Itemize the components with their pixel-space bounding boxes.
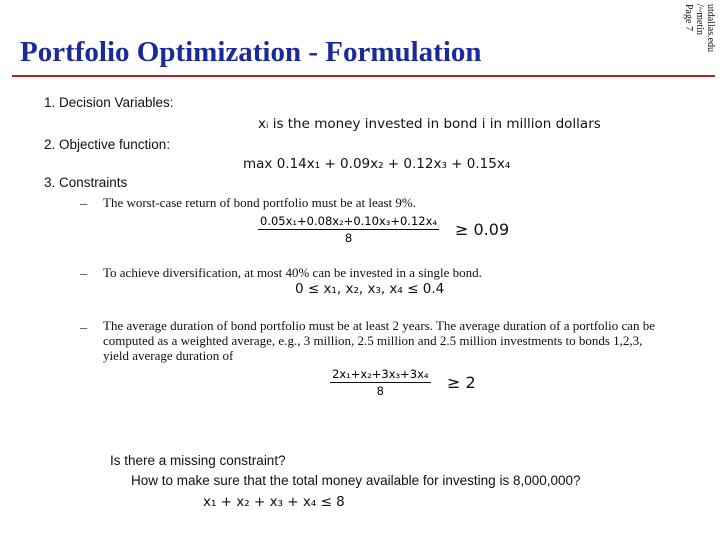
objective-heading: 2. Objective function: xyxy=(44,137,171,152)
constraint-1-fraction xyxy=(258,214,439,245)
side-label xyxy=(680,4,716,66)
constraint-1-bullet: – xyxy=(80,196,88,211)
slide-title: Portfolio Optimization - Formulation xyxy=(20,36,482,68)
constraint-3-numerator: 2x₁+x₂+3x₃+3x₄ xyxy=(332,367,429,381)
constraint-1-numerator: 0.05x₁+0.08x₂+0.10x₃+0.12x₄ xyxy=(260,214,437,228)
constraint-3-line-2: computed as a weighted average, e.g., 3 million, 2.5 million and 2.5 million investments to bonds 1,2,3, xyxy=(103,333,643,348)
side-label-path: /~metin xyxy=(694,4,705,35)
constraint-1-rhs: ≥ 0.09 xyxy=(455,220,510,239)
decision-variables-description: xᵢ is the money invested in bond i in million dollars xyxy=(258,116,601,132)
constraint-1-text: The worst-case return of bond portfolio must be at least 9%. xyxy=(103,195,416,210)
missing-constraint-expression: x₁ + x₂ + x₃ + x₄ ≤ 8 xyxy=(203,494,345,510)
constraints-heading: 3. Constraints xyxy=(44,175,128,190)
constraint-2-expression: 0 ≤ x₁, x₂, x₃, x₄ ≤ 0.4 xyxy=(295,281,445,297)
objective-expression: max 0.14x₁ + 0.09x₂ + 0.12x₃ + 0.15x₄ xyxy=(243,156,511,172)
constraint-2-text: To achieve diversification, at most 40% can be invested in a single bond. xyxy=(103,265,482,280)
constraint-2-bullet: – xyxy=(80,266,88,281)
constraint-3-denominator: 8 xyxy=(376,384,384,398)
decision-variables-heading: 1. Decision Variables: xyxy=(44,95,174,110)
constraint-3-rhs: ≥ 2 xyxy=(447,373,476,392)
side-label-domain: utdallas.edu xyxy=(705,4,716,53)
constraint-3-fraction xyxy=(330,367,431,398)
missing-constraint-prompt: How to make sure that the total money available for investing is 8,000,000? xyxy=(131,473,581,488)
missing-constraint-question: Is there a missing constraint? xyxy=(110,453,286,468)
constraint-1-denominator: 8 xyxy=(344,231,353,245)
constraint-3-line-3: yield average duration of xyxy=(103,348,234,363)
side-label-page: Page 7 xyxy=(683,4,694,31)
constraint-3-bullet: – xyxy=(80,320,88,335)
constraint-3-line-1: The average duration of bond portfolio must be at least 2 years. The average duration of a portfolio can be xyxy=(103,318,656,333)
title-divider xyxy=(12,75,715,77)
